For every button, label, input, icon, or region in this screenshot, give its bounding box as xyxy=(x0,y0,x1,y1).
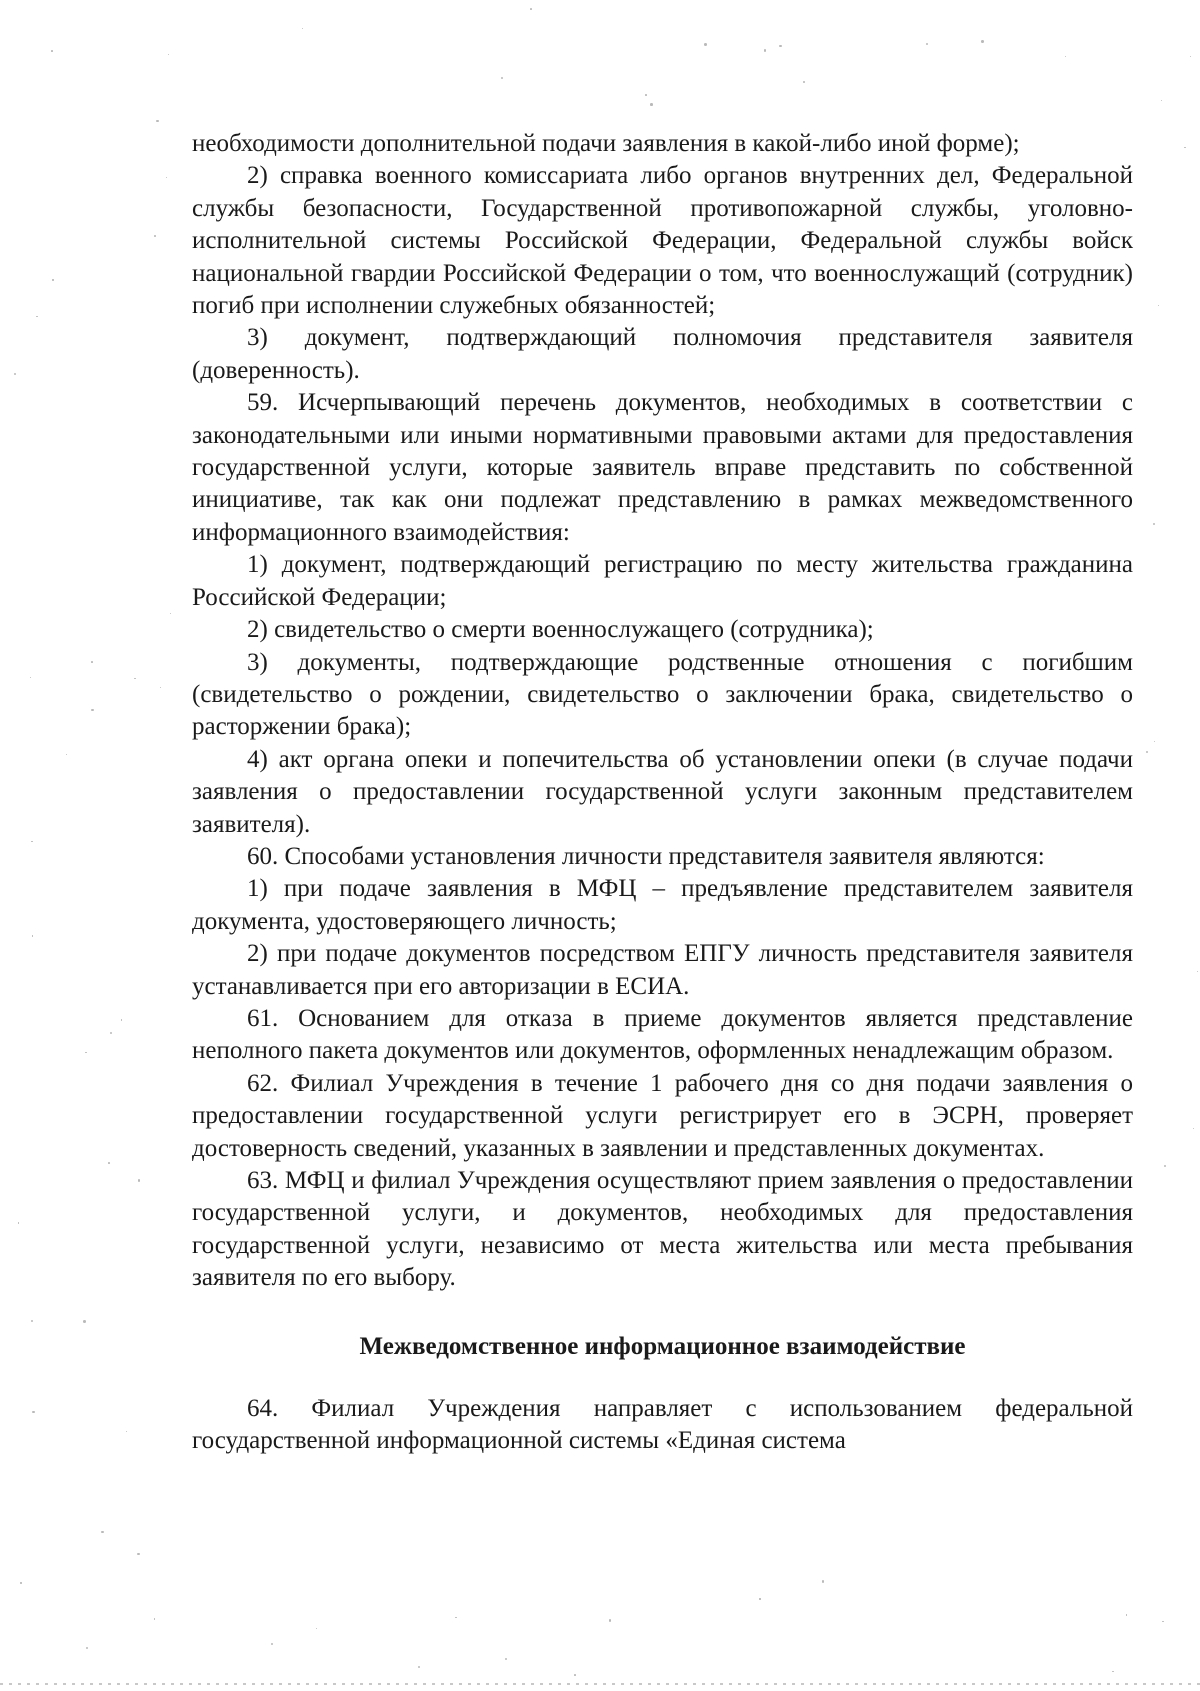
scan-speck xyxy=(609,1619,611,1621)
scan-speck xyxy=(505,1658,507,1660)
scan-speck xyxy=(1184,147,1185,148)
scan-speck xyxy=(168,54,169,55)
paragraph: 63. МФЦ и филиал Учреждения осуществляют прием заявления о предоставлении государственной услуги, и документов, необходимых для предоставления государственной услуги, независимо от места жительства или места пребывания заявителя по его выбору. xyxy=(192,1167,1133,1292)
scan-speck xyxy=(1197,971,1198,972)
paragraph: 4) акт органа опеки и попечительства об установлении опеки (в случае подачи заявления о предоставлении государственной услуги законным представителем заявителя). xyxy=(192,745,1133,838)
paragraph: 1) при подаче заявления в МФЦ – предъявление представителем заявителя документа, удостоверяющего личность; xyxy=(192,875,1133,935)
scan-speck xyxy=(83,1320,86,1323)
scan-speck xyxy=(530,8,532,10)
scan-speck xyxy=(91,661,93,663)
scan-speck xyxy=(160,687,161,688)
scan-speck xyxy=(36,316,38,318)
paragraph: 2) при подаче документов посредством ЕПГУ личность представителя заявителя устанавливается при его авторизации в ЕСИА. xyxy=(192,940,1133,1000)
document-body xyxy=(192,128,1133,1457)
scan-speck xyxy=(108,1162,110,1164)
scan-speck xyxy=(154,235,156,237)
scan-speck xyxy=(645,94,647,96)
scan-speck xyxy=(1112,1671,1113,1672)
scan-speck xyxy=(764,49,767,52)
scan-speck xyxy=(137,1553,139,1555)
paragraph: 2) свидетельство о смерти военнослужащего (сотрудника); xyxy=(247,616,874,644)
scan-speck xyxy=(170,613,171,614)
scan-speck xyxy=(981,40,984,43)
scan-speck xyxy=(1126,1614,1128,1616)
scan-speck xyxy=(156,120,159,123)
scan-speck xyxy=(1153,523,1155,525)
scan-speck xyxy=(138,1179,141,1182)
scan-speck xyxy=(166,177,167,178)
scan-speck xyxy=(822,1580,824,1582)
scan-speck xyxy=(126,1431,127,1432)
scan-speck xyxy=(20,1582,21,1583)
paragraph: 59. Исчерпывающий перечень документов, необходимых в соответствии с законодательными или иными нормативными правовыми актами для предоставления государственной услуги, которые заявитель вправе представить по собственной инициативе, так как они подлежат представлению в рамках межведомственного информационного взаимодействия: xyxy=(192,389,1133,546)
paragraph: 64. Филиал Учреждения направляет с использованием федеральной государственной информационной системы «Единая система xyxy=(192,1394,1133,1455)
scan-speck xyxy=(154,1618,155,1619)
scan-speck xyxy=(110,1032,112,1034)
scan-speck xyxy=(18,1222,20,1224)
scan-speck xyxy=(134,678,136,680)
scan-speck xyxy=(302,28,303,29)
scan-speck xyxy=(101,1531,103,1533)
paragraph: 3) документы, подтверждающие родственные отношения с погибшим (свидетельство о рождении, свидетельство о заключении брака, свидетельство о расторжении брака); xyxy=(192,648,1133,741)
scan-speck xyxy=(316,1628,317,1629)
scan-speck xyxy=(1146,751,1148,753)
scan-speck xyxy=(1158,305,1159,306)
scan-speck xyxy=(85,1052,87,1054)
paragraph: 2) справка военного комиссариата либо органов внутренних дел, Федеральной службы безопасности, Государственной противопожарной службы, уголовно-исполнительной системы Российской Федерации, Федеральной службы войск национальной гвардии Российской Федерации о том, что военнослужащий (сотрудник) погиб при исполнении служебных обязанностей; xyxy=(192,162,1133,320)
scan-speck xyxy=(52,279,53,280)
scan-speck xyxy=(121,1019,123,1021)
scan-speck xyxy=(32,1411,35,1414)
scan-speck xyxy=(271,1643,273,1645)
paragraph: 1) документ, подтверждающий регистрацию по месту жительства гражданина Российской Федерации; xyxy=(192,551,1133,611)
scan-speck xyxy=(30,677,31,678)
paragraph: необходимости дополнительной подачи заявления в какой-либо иной форме); xyxy=(192,130,1020,157)
scan-speck xyxy=(91,709,93,711)
scan-speck xyxy=(574,1674,576,1676)
section-heading: Межведомственное информационное взаимодействие xyxy=(359,1332,966,1360)
paragraph: 3) документ, подтверждающий полномочия представителя заявителя (доверенность). xyxy=(192,324,1133,384)
scan-speck xyxy=(66,754,67,755)
scan-speck xyxy=(455,1617,456,1618)
scan-speck xyxy=(1190,56,1191,57)
scan-speck xyxy=(779,45,782,48)
scan-speck xyxy=(86,1647,88,1649)
paragraph: 61. Основанием для отказа в приеме документов является представление неполного пакета документов или документов, оформленных ненадлежащим образом. xyxy=(192,1004,1133,1065)
scan-speck xyxy=(1162,1621,1164,1623)
scan-speck xyxy=(1154,741,1155,742)
scan-speck xyxy=(31,841,33,843)
scan-speck xyxy=(1193,1128,1195,1130)
scan-speck xyxy=(501,77,503,79)
scan-speck xyxy=(418,1666,420,1668)
scan-speck xyxy=(1164,1165,1166,1167)
scan-speck xyxy=(759,1598,760,1599)
scan-speck xyxy=(31,1320,33,1322)
scan-speck xyxy=(1161,100,1162,101)
scan-speck xyxy=(1065,56,1066,57)
scan-speck xyxy=(14,373,16,375)
scan-speck xyxy=(51,50,53,52)
scan-edge-line xyxy=(0,1683,1200,1685)
scan-speck xyxy=(926,43,928,45)
paragraph: 62. Филиал Учреждения в течение 1 рабочего дня со дня подачи заявления о предоставлении государственной услуги регистрирует его в ЭСРН, проверяет достоверность сведений, указанных в заявлении и представленных документах. xyxy=(192,1069,1133,1162)
paragraph: 60. Способами установления личности представителя заявителя являются: xyxy=(247,842,1045,870)
scan-speck xyxy=(803,81,805,83)
scan-speck xyxy=(32,935,34,937)
scan-speck xyxy=(650,103,653,106)
scan-speck xyxy=(704,43,707,46)
